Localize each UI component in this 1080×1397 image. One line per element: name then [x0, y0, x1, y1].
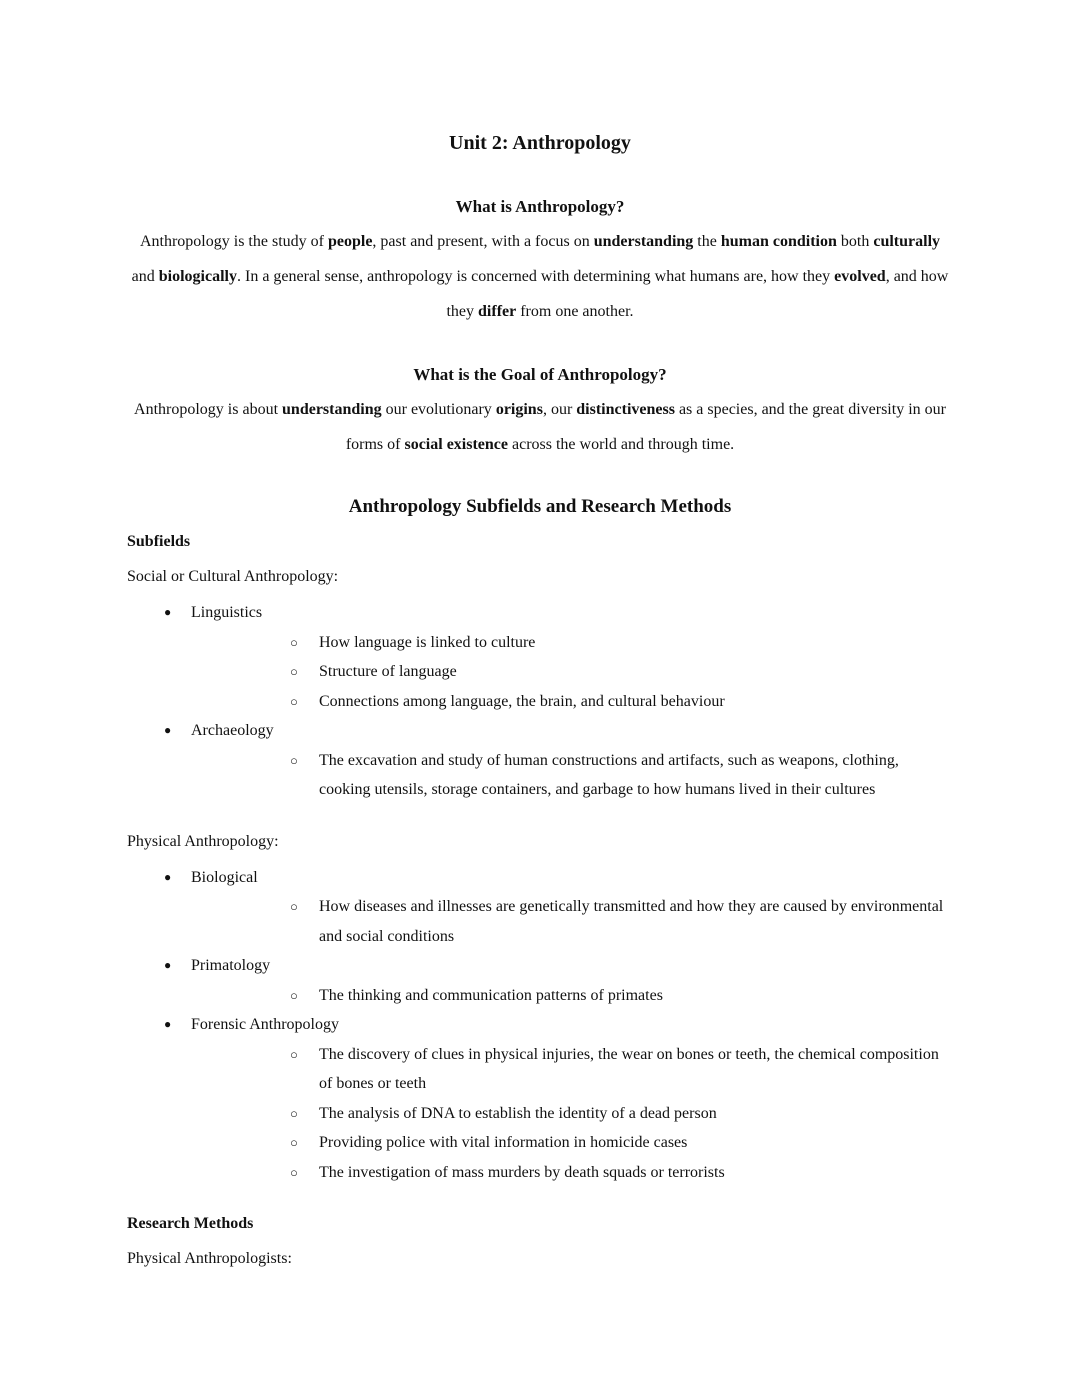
- sub-list-item: [191, 1099, 953, 1129]
- list-item: [127, 716, 953, 805]
- list-item-label: Linguistics: [191, 604, 263, 621]
- label-research-methods: Research Methods: [127, 1215, 254, 1232]
- paragraph-what-is-anthropology: Anthropology is the study of people, past and present, with a focus on understanding the human condition both culturally and biologically. In a general sense, anthropology is concerned with determining what humans are, how they evolved, and how they differ from one another.: [131, 233, 949, 320]
- label-social-cultural-anthropology: Social or Cultural Anthropology:: [127, 568, 339, 585]
- heading-goal-of-anthropology: What is the Goal of Anthropology?: [413, 365, 667, 384]
- sub-list-item-label: Connections among language, the brain, and cultural behaviour: [319, 692, 725, 710]
- paragraph-goal-of-anthropology: Anthropology is about understanding our evolutionary origins, our distinctiveness as a species, and the great diversity in our forms of social existence across the world and through time.: [134, 401, 946, 453]
- sub-list-linguistics: [191, 628, 953, 717]
- list-item-label: Archaeology: [191, 722, 274, 739]
- sub-list-forensic: [191, 1040, 953, 1188]
- sub-list-item-label: The investigation of mass murders by death squads or terrorists: [319, 1163, 725, 1181]
- sub-list-archaeology: [191, 746, 953, 805]
- list-item: [127, 863, 953, 952]
- circle-bullet-icon: ○: [290, 634, 298, 650]
- list-item: [127, 598, 953, 716]
- bullet-icon: ●: [164, 605, 172, 619]
- bullet-icon: ●: [164, 869, 172, 884]
- list-social-cultural: [127, 598, 953, 805]
- bullet-icon: ●: [164, 723, 172, 737]
- circle-bullet-icon: ○: [290, 1046, 298, 1062]
- circle-bullet-icon: ○: [290, 693, 298, 709]
- sub-list-item-label: The thinking and communication patterns of primates: [319, 986, 663, 1004]
- sub-list-item: [191, 687, 953, 717]
- list-item: [127, 951, 953, 1010]
- circle-bullet-icon: ○: [290, 664, 298, 679]
- sub-list-primatology: [191, 981, 953, 1011]
- sub-list-item-label: How diseases and illnesses are genetically transmitted and how they are caused by environmental and social conditions: [319, 898, 944, 945]
- sub-list-biological: [191, 892, 953, 951]
- bullet-icon: ●: [164, 1017, 172, 1031]
- heading-what-is-anthropology: What is Anthropology?: [455, 197, 625, 216]
- heading-subfields-research-methods: Anthropology Subfields and Research Methods: [348, 496, 732, 517]
- sub-list-item-label: Providing police with vital information in homicide cases: [319, 1134, 688, 1151]
- circle-bullet-icon: ○: [290, 1105, 298, 1121]
- sub-list-item-label: The excavation and study of human constructions and artifacts, such as weapons, clothing, cooking utensils, storage containers, and garbage to how humans lived in their cultures: [319, 751, 899, 798]
- bullet-icon: ●: [164, 958, 172, 972]
- list-item-label: Forensic Anthropology: [191, 1016, 339, 1033]
- sub-list-item-label: The analysis of DNA to establish the identity of a dead person: [319, 1104, 717, 1122]
- circle-bullet-icon: ○: [290, 899, 298, 914]
- label-physical-anthropologists: Physical Anthropologists:: [127, 1250, 292, 1267]
- list-item-label: Primatology: [191, 957, 271, 974]
- sub-list-item-label: How language is linked to culture: [319, 633, 536, 651]
- list-item-label: Biological: [191, 868, 258, 886]
- list-physical: [127, 863, 953, 1188]
- label-subfields: Subfields: [127, 533, 191, 550]
- list-item: [127, 1010, 953, 1187]
- label-physical-anthropology: Physical Anthropology:: [127, 832, 279, 850]
- circle-bullet-icon: ○: [290, 752, 298, 768]
- circle-bullet-icon: ○: [290, 1164, 298, 1180]
- circle-bullet-icon: ○: [290, 1135, 298, 1150]
- circle-bullet-icon: ○: [290, 987, 298, 1003]
- sub-list-item-label: The discovery of clues in physical injuries, the wear on bones or teeth, the chemical composition of bones or teeth: [319, 1045, 939, 1092]
- sub-list-item-label: Structure of language: [319, 663, 457, 680]
- sub-list-item: [191, 1158, 953, 1188]
- sub-list-item: [191, 892, 953, 951]
- sub-list-item: [191, 1128, 953, 1158]
- sub-list-item: [191, 1040, 953, 1099]
- sub-list-item: [191, 657, 953, 687]
- sub-list-item: [191, 981, 953, 1011]
- doc-title: Unit 2: Anthropology: [449, 132, 631, 154]
- sub-list-item: [191, 628, 953, 658]
- sub-list-item: [191, 746, 953, 805]
